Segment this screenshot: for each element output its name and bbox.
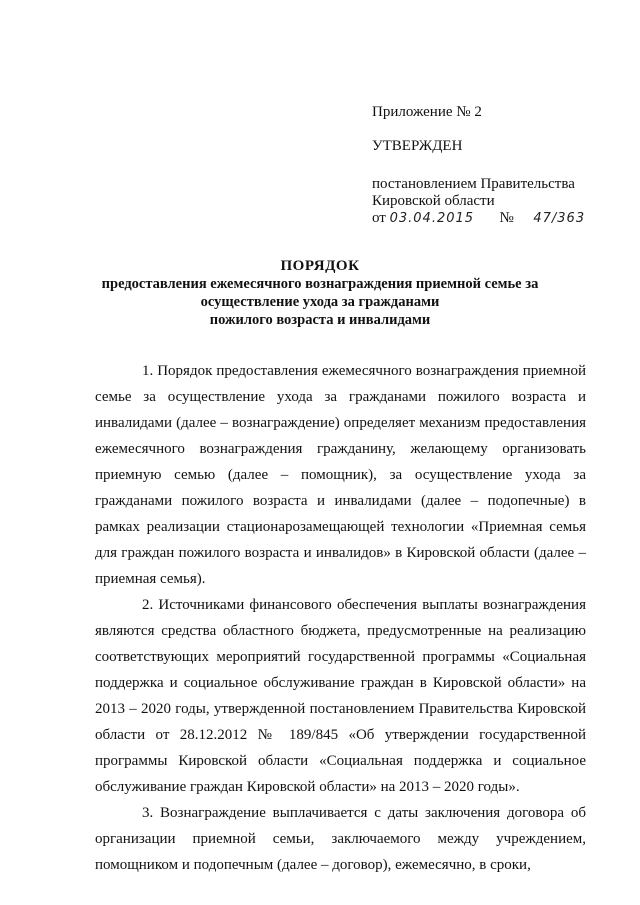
title-main: ПОРЯДОК bbox=[280, 258, 360, 274]
from-prefix: от bbox=[372, 210, 386, 226]
number-prefix: № bbox=[499, 210, 514, 226]
decree-date-number-line bbox=[372, 210, 585, 227]
approved-label: УТВЕРЖДЕН bbox=[372, 138, 463, 154]
decree-line-1: постановлением Правительства bbox=[372, 176, 575, 192]
document-body bbox=[95, 358, 586, 878]
title-line-1: предоставления ежемесячного вознаграждения приемной семье за bbox=[101, 276, 539, 292]
handwritten-date: 03.04.2015 bbox=[389, 211, 475, 226]
title-line-3: пожилого возраста и инвалидами bbox=[209, 312, 431, 328]
paragraph-2: 2. Источниками финансового обеспечения выплаты вознаграждения являются средства областного бюджета, предусмотренные на реализацию соответствующих мероприятий государственной программы «Социальная поддержка и социальное обслуживание граждан в Кировской области» на 2013 – 2020 годы, утвержденной постановлением Правительства Кировской области от 28.12.2012 № 189/845 «Об утверждении государственной программы Кировской области «Социальная поддержка и социальное обслуживание граждан Кировской области» на 2013 – 2020 годы». bbox=[95, 597, 586, 795]
handwritten-decree-number: 47/363 bbox=[533, 211, 586, 226]
document-title bbox=[0, 257, 640, 329]
paragraph-3: 3. Вознаграждение выплачивается с даты заключения договора об организации приемной семьи, заключаемого между учреждением, помощником и подопечным (далее – договор), ежемесячно, в сроки, bbox=[95, 805, 586, 873]
decree-line-2: Кировской области bbox=[372, 193, 495, 209]
title-line-2: осуществление ухода за гражданами bbox=[200, 294, 440, 310]
appendix-number: Приложение № 2 bbox=[372, 104, 482, 120]
paragraph-1: 1. Порядок предоставления ежемесячного вознаграждения приемной семье за осуществление ухода за гражданами пожилого возраста и инвалидами (далее – вознаграждение) определяет механизм предоставления ежемесячного вознаграждения гражданину, желающему организовать приемную семью (далее – помощник), за осуществление ухода за гражданами пожилого возраста и инвалидами (далее – подопечные) в рамках реализации стационарозамещающей технологии «Приемная семья для граждан пожилого возраста и инвалидов» в Кировской области (далее – приемная семья). bbox=[95, 363, 586, 587]
